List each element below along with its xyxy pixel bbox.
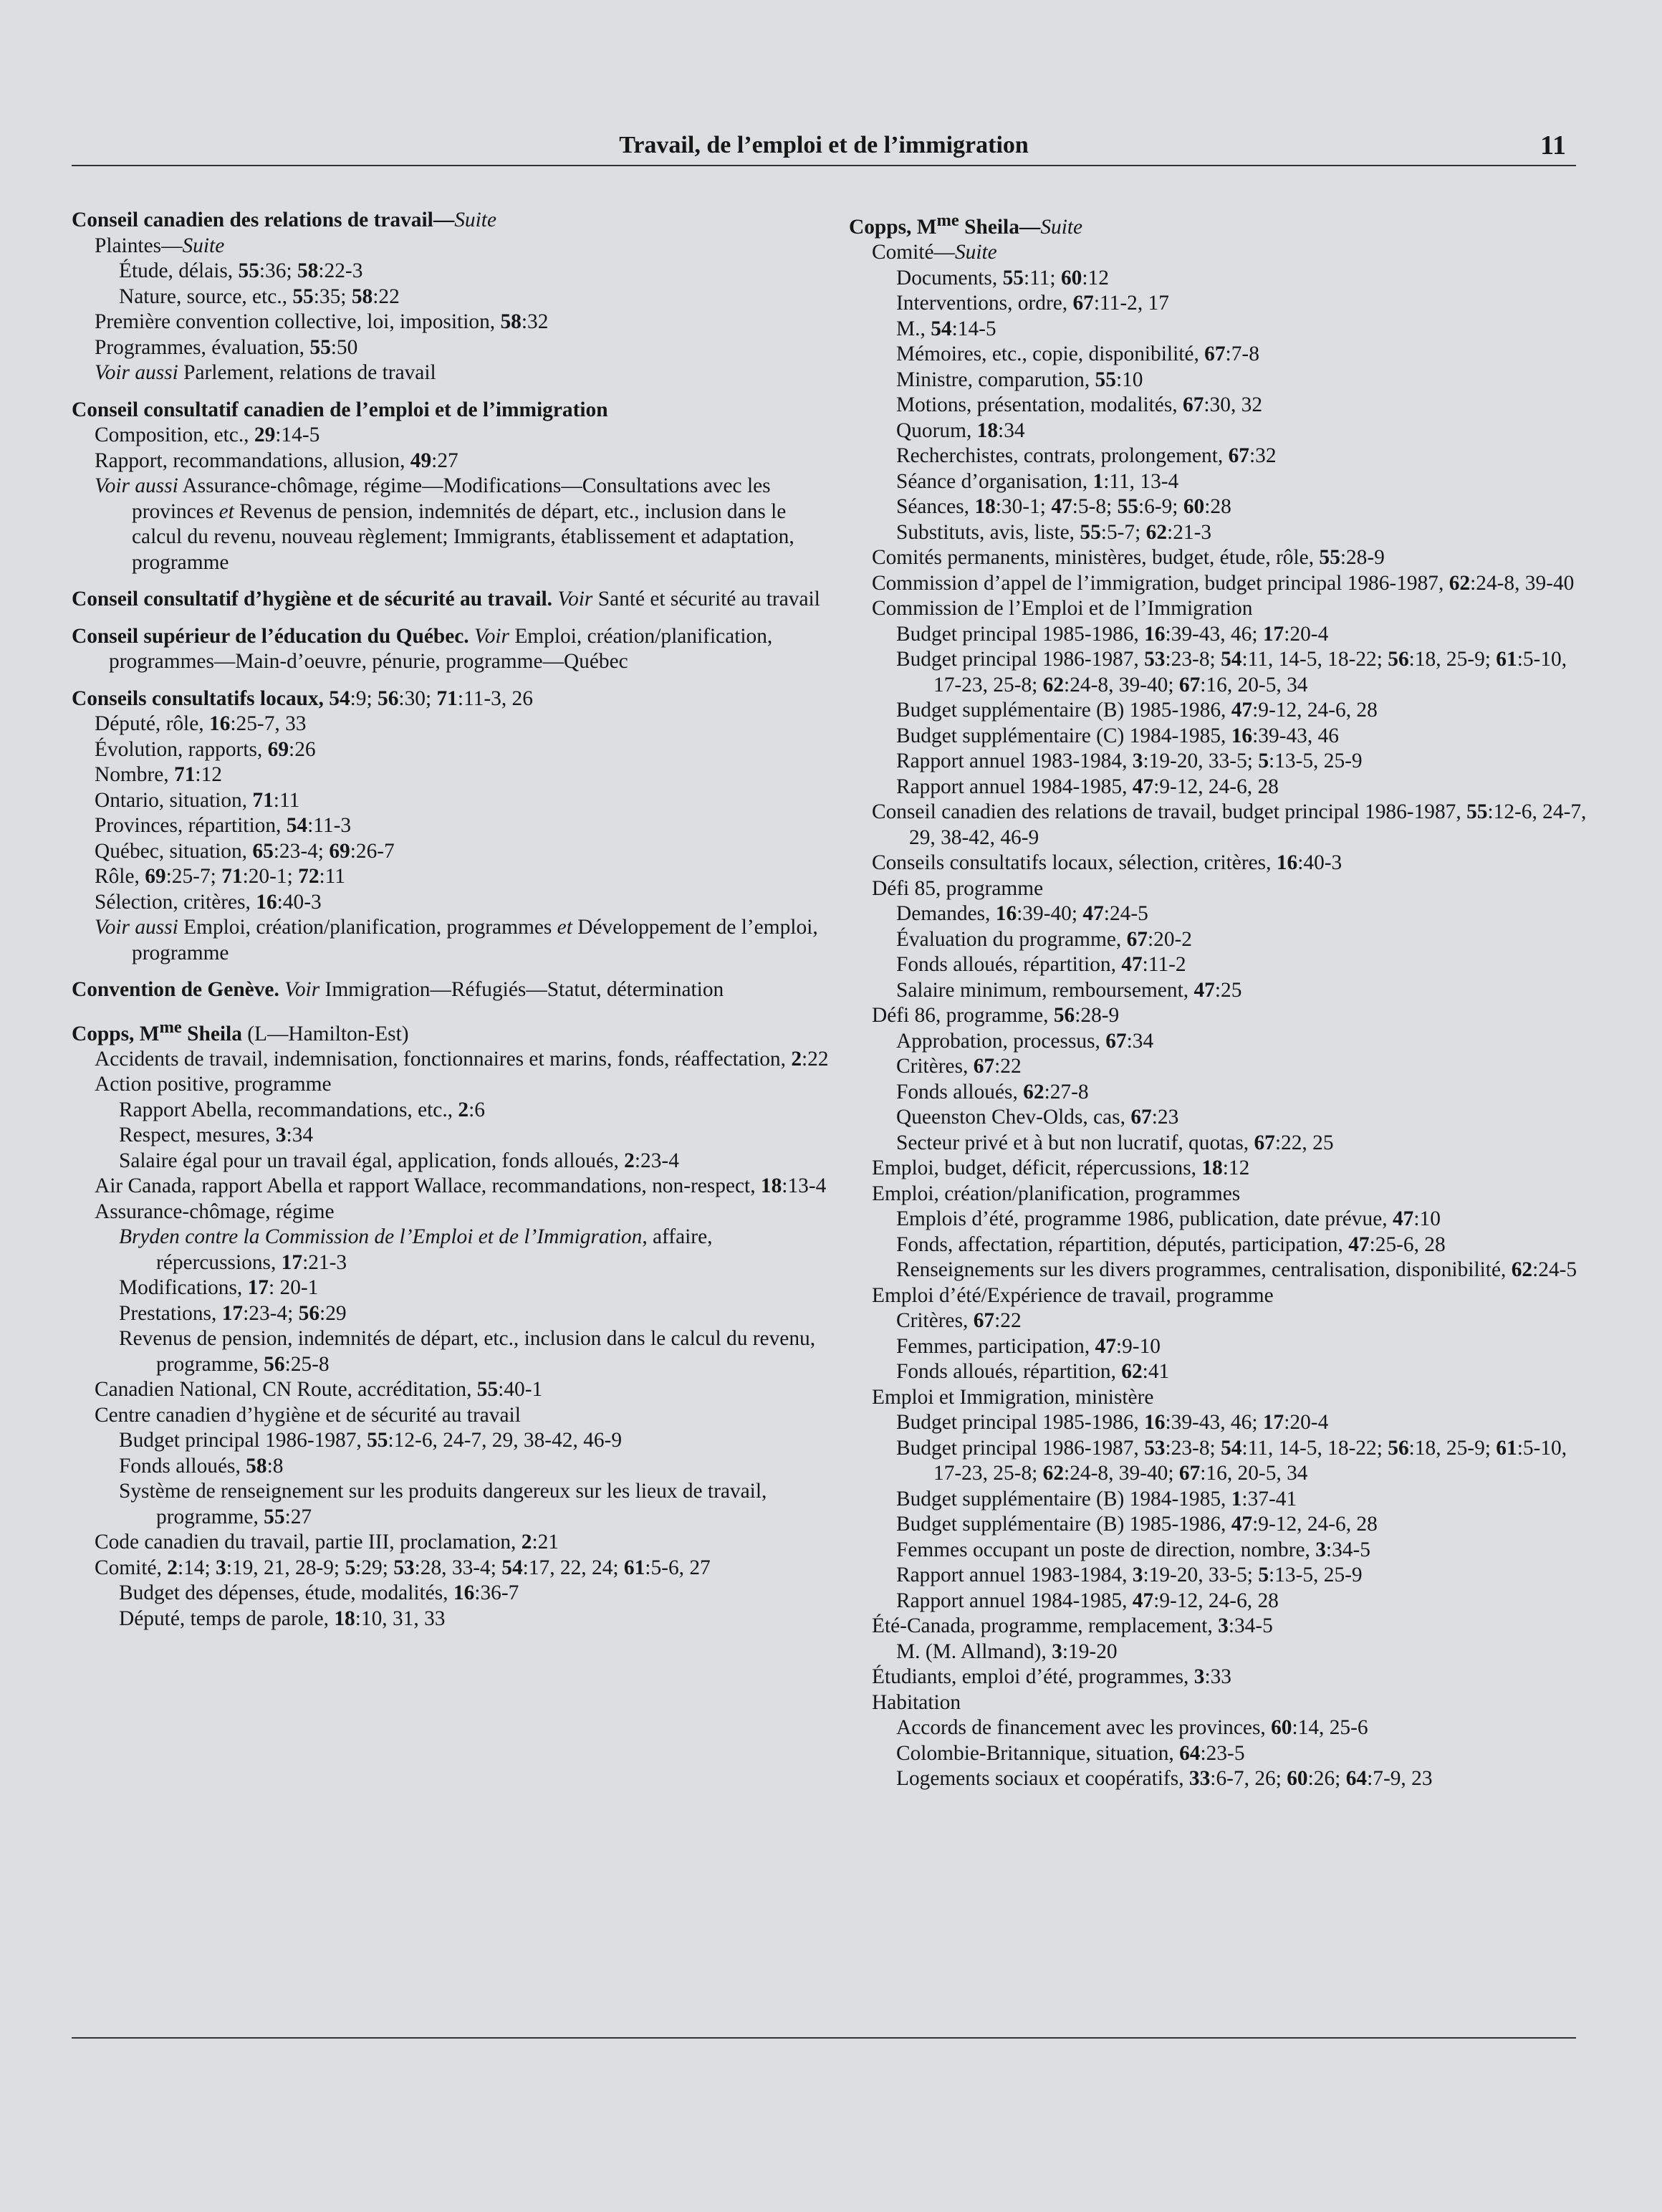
index-entry: Accidents de travail, indemnisation, fonctionnaires et marins, fonds, réaffectation, 2:22 <box>95 1047 829 1071</box>
index-entry: Budget principal 1985-1986, 16:39-43, 46; 17:20-4 <box>896 622 1329 646</box>
index-entry: Modifications, 17: 20-1 <box>119 1276 319 1300</box>
index-entry: Budget supplémentaire (B) 1985-1986, 47:9-12, 24-6, 28 <box>896 1513 1378 1536</box>
index-entry: Sélection, critères, 16:40-3 <box>95 890 322 914</box>
index-heading: Conseil supérieur de l’éducation du Québec. Voir Emploi, création/planification, programmes—Main-d’oeuvre, pénurie, programme—Québec <box>72 624 773 673</box>
index-entry: Défi 86, programme, 56:28-9 <box>872 1004 1120 1028</box>
index-entry: Étudiants, emploi d’été, programmes, 3:33 <box>872 1665 1231 1689</box>
index-entry: Habitation <box>872 1690 961 1714</box>
header-rule <box>72 165 1576 166</box>
index-entry: Rapport annuel 1984-1985, 47:9-12, 24-6, 28 <box>896 1589 1279 1612</box>
index-entry: Évolution, rapports, 69:26 <box>95 737 316 761</box>
running-title: Travail, de l’emploi et de l’immigration <box>619 132 1029 158</box>
index-entry: Programmes, évaluation, 55:50 <box>95 335 358 359</box>
index-entry: Critères, 67:22 <box>896 1309 1022 1333</box>
index-entry: Action positive, programme <box>95 1073 332 1096</box>
index-entry: Emploi, budget, déficit, répercussions, 18:12 <box>872 1157 1250 1180</box>
index-entry: Rôle, 69:25-7; 71:20-1; 72:11 <box>95 865 345 888</box>
index-entry: M. (M. Allmand), 3:19-20 <box>896 1639 1118 1663</box>
index-entry: Femmes occupant un poste de direction, nombre, 3:34-5 <box>896 1538 1370 1561</box>
footer-rule <box>72 2037 1576 2039</box>
index-heading: Copps, $M^{me}$ Sheila (L—Hamilton-Est) <box>72 1017 409 1045</box>
index-entry: Secteur privé et à but non lucratif, quotas, 67:22, 25 <box>896 1131 1334 1154</box>
index-heading: Conseil consultatif d’hygiène et de sécurité au travail. Voir Santé et sécurité au travail <box>72 588 820 611</box>
index-column-right <box>849 208 1590 1792</box>
index-entry: Salaire minimum, remboursement, 47:25 <box>896 978 1242 1002</box>
index-entry: Mémoires, etc., copie, disponibilité, 67:7-8 <box>896 343 1259 366</box>
index-entry: Rapport annuel 1983-1984, 3:19-20, 33-5; 5:13-5, 25-9 <box>896 750 1363 773</box>
index-entry: Composition, etc., 29:14-5 <box>95 423 320 446</box>
page-number: 11 <box>1540 130 1566 161</box>
index-entry: Accords de financement avec les provinces, 60:14, 25-6 <box>896 1716 1368 1740</box>
index-entry: Commission de l’Emploi et de l’Immigration <box>872 597 1253 621</box>
index-entry: Nature, source, etc., 55:35; 58:22 <box>119 284 400 308</box>
index-entry: Comité, 2:14; 3:19, 21, 28-9; 5:29; 53:28, 33-4; 54:17, 22, 24; 61:5-6, 27 <box>95 1556 711 1579</box>
index-entry: Emplois d’été, programme 1986, publication, date prévue, 47:10 <box>896 1207 1441 1231</box>
index-entry: Ministre, comparution, 55:10 <box>896 368 1143 391</box>
index-entry: Ontario, situation, 71:11 <box>95 788 300 812</box>
index-entry: Québec, situation, 65:23-4; 69:26-7 <box>95 839 395 863</box>
index-heading: Conseils consultatifs locaux, 54:9; 56:30; 71:11-3, 26 <box>72 686 533 710</box>
index-entry: Système de renseignement sur les produits dangereux sur les lieux de travail, programme, 55:27 <box>119 1480 767 1528</box>
index-entry: Séances, 18:30-1; 47:5-8; 55:6-9; 60:28 <box>896 495 1231 519</box>
index-entry: Renseignements sur les divers programmes, centralisation, disponibilité, 62:24-5 <box>896 1258 1577 1282</box>
index-entry: Substituts, avis, liste, 55:5-7; 62:21-3 <box>896 520 1212 544</box>
index-entry: Assurance-chômage, régime <box>95 1200 335 1223</box>
index-entry: Logements sociaux et coopératifs, 33:6-7, 26; 60:26; 64:7-9, 23 <box>896 1767 1433 1791</box>
index-entry: Comités permanents, ministères, budget, étude, rôle, 55:28-9 <box>872 546 1385 570</box>
index-entry: Femmes, participation, 47:9-10 <box>896 1334 1161 1358</box>
index-entry: Quorum, 18:34 <box>896 418 1025 442</box>
index-entry: Canadien National, CN Route, accréditation, 55:40-1 <box>95 1378 543 1402</box>
index-entry: Queenston Chev-Olds, cas, 67:23 <box>896 1106 1179 1129</box>
index-heading: Conseil consultatif canadien de l’emploi et de l’immigration <box>72 398 608 421</box>
index-entry: Voir aussi Parlement, relations de travail <box>95 361 436 384</box>
index-entry: Fonds alloués, répartition, 47:11-2 <box>896 953 1186 977</box>
index-heading: Copps, $M^{me}$ Sheila—Suite <box>849 211 1083 239</box>
index-entry: Député, temps de parole, 18:10, 31, 33 <box>119 1607 446 1630</box>
index-entry: Évaluation du programme, 67:20-2 <box>896 927 1193 951</box>
index-entry: Comité—Suite <box>872 241 997 264</box>
index-entry: Budget principal 1986-1987, 53:23-8; 54:11, 14-5, 18-22; 56:18, 25-9; 61:5-10, 17-23, 25-8; 62:24-8, 39-40; 67:16, 20-5, 34 <box>896 648 1567 696</box>
index-entry: Revenus de pension, indemnités de départ, etc., inclusion dans le calcul du revenu, programme, 56:25-8 <box>119 1327 816 1376</box>
index-entry: Conseil canadien des relations de travail, budget principal 1986-1987, 55:12-6, 24-7, 29, 38-42, 46-9 <box>872 800 1587 849</box>
index-column-left <box>72 208 831 1632</box>
index-entry: Prestations, 17:23-4; 56:29 <box>119 1301 347 1325</box>
index-entry: Budget supplémentaire (B) 1985-1986, 47:9-12, 24-6, 28 <box>896 699 1378 722</box>
index-entry: Rapport, recommandations, allusion, 49:27 <box>95 449 458 472</box>
index-entry: Voir aussi Emploi, création/planification, programmes et Développement de l’emploi, programme <box>95 916 818 964</box>
index-entry: Emploi, création/planification, programmes <box>872 1182 1241 1205</box>
index-entry: Fonds alloués, 62:27-8 <box>896 1080 1089 1103</box>
index-entry: Centre canadien d’hygiène et de sécurité au travail <box>95 1403 521 1427</box>
index-entry: Documents, 55:11; 60:12 <box>896 266 1109 289</box>
index-entry: Code canadien du travail, partie III, proclamation, 2:21 <box>95 1531 559 1554</box>
index-entry: Salaire égal pour un travail égal, application, fonds alloués, 2:23-4 <box>119 1149 679 1172</box>
index-entry: Budget supplémentaire (B) 1984-1985, 1:37-41 <box>896 1487 1297 1510</box>
index-entry: Première convention collective, loi, imposition, 58:32 <box>95 310 549 333</box>
index-entry: Fonds, affectation, répartition, députés, participation, 47:25-6, 28 <box>896 1232 1446 1256</box>
index-entry: Rapport annuel 1984-1985, 47:9-12, 24-6, 28 <box>896 775 1279 798</box>
index-entry: Défi 85, programme <box>872 876 1044 900</box>
index-entry: Conseils consultatifs locaux, sélection, critères, 16:40-3 <box>872 851 1342 875</box>
index-entry: Plaintes—Suite <box>95 234 225 257</box>
index-entry: Critères, 67:22 <box>896 1055 1022 1078</box>
index-entry: Recherchistes, contrats, prolongement, 67:32 <box>896 444 1277 468</box>
index-entry: Commission d’appel de l’immigration, budget principal 1986-1987, 62:24-8, 39-40 <box>872 571 1575 595</box>
index-entry: Emploi d’été/Expérience de travail, programme <box>872 1283 1274 1307</box>
index-entry: Colombie-Britannique, situation, 64:23-5 <box>896 1741 1245 1765</box>
index-entry: Nombre, 71:12 <box>95 763 222 786</box>
index-entry: Fonds alloués, répartition, 62:41 <box>896 1360 1170 1384</box>
index-entry: Fonds alloués, 58:8 <box>119 1454 284 1478</box>
index-entry: Emploi et Immigration, ministère <box>872 1385 1154 1409</box>
index-entry: Rapport Abella, recommandations, etc., 2:6 <box>119 1098 485 1121</box>
index-entry: M., 54:14-5 <box>896 317 996 340</box>
index-entry: Respect, mesures, 3:34 <box>119 1124 314 1147</box>
index-entry: Approbation, processus, 67:34 <box>896 1029 1154 1053</box>
index-entry: Budget principal 1986-1987, 53:23-8; 54:11, 14-5, 18-22; 56:18, 25-9; 61:5-10, 17-23, 25-8; 62:24-8, 39-40; 67:16, 20-5, 34 <box>896 1436 1567 1485</box>
index-entry: Demandes, 16:39-40; 47:24-5 <box>896 902 1148 926</box>
page-header <box>72 129 1576 162</box>
index-entry: Budget supplémentaire (C) 1984-1985, 16:39-43, 46 <box>896 724 1339 747</box>
index-heading: Conseil canadien des relations de travail—Suite <box>72 209 496 231</box>
index-entry: Rapport annuel 1983-1984, 3:19-20, 33-5; 5:13-5, 25-9 <box>896 1564 1363 1587</box>
index-entry: Voir aussi Assurance-chômage, régime—Modifications—Consultations avec les provinces et Revenus de pension, indemnités de départ, etc., inclusion dans le calcul du revenu, nouveau règlement; Immigrants, établissement et adaptation, programme <box>95 474 794 574</box>
index-entry: Été-Canada, programme, remplacement, 3:34-5 <box>872 1614 1273 1638</box>
index-entry: Bryden contre la Commission de l’Emploi et de l’Immigration, affaire, répercussions, 17:21-3 <box>119 1225 713 1274</box>
index-entry: Budget principal 1986-1987, 55:12-6, 24-7, 29, 38-42, 46-9 <box>119 1429 623 1452</box>
index-entry: Provinces, répartition, 54:11-3 <box>95 814 352 837</box>
index-entry: Étude, délais, 55:36; 58:22-3 <box>119 259 363 282</box>
index-entry: Air Canada, rapport Abella et rapport Wallace, recommandations, non-respect, 18:13-4 <box>95 1174 827 1198</box>
index-entry: Séance d’organisation, 1:11, 13-4 <box>896 469 1179 493</box>
index-entry: Budget principal 1985-1986, 16:39-43, 46; 17:20-4 <box>896 1411 1329 1435</box>
index-entry: Motions, présentation, modalités, 67:30, 32 <box>896 393 1263 417</box>
index-entry: Interventions, ordre, 67:11-2, 17 <box>896 292 1169 315</box>
index-entry: Budget des dépenses, étude, modalités, 16:36-7 <box>119 1581 519 1605</box>
index-entry: Député, rôle, 16:25-7, 33 <box>95 712 307 735</box>
index-heading: Convention de Genève. Voir Immigration—Réfugiés—Statut, détermination <box>72 978 724 1001</box>
